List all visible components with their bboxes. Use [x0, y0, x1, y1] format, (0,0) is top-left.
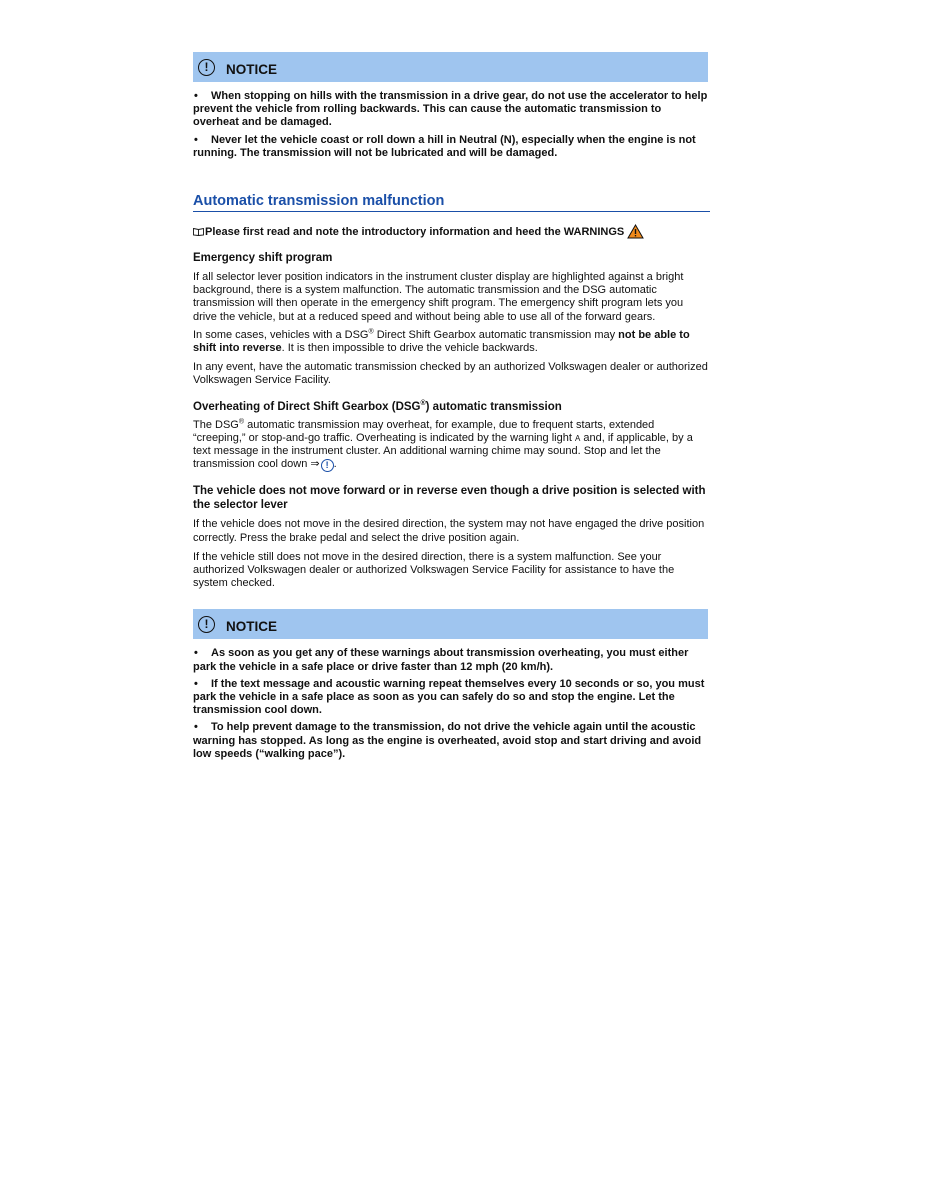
bullet-icon: •	[194, 90, 198, 102]
book-icon	[193, 227, 204, 236]
bullet-icon: •	[194, 677, 198, 690]
nomove-heading: The vehicle does not move forward or in reverse even though a drive position is selected with the selector lever	[193, 485, 706, 512]
exclamation-circle-icon: !	[198, 616, 215, 633]
overheating-heading: Overheating of Direct Shift Gearbox (DSG®) automatic transmission	[193, 399, 562, 413]
bullet-icon: •	[194, 647, 198, 660]
manual-page	[193, 52, 709, 765]
exclamation-circle-icon: !	[198, 59, 215, 76]
notice-reference-icon[interactable]: !	[321, 459, 334, 472]
notice-header	[193, 52, 708, 82]
emergency-paragraph-1: If all selector lever position indicators in the instrument cluster display are highlighted against a bright background, there is a system malfunction. The automatic transmission and the DSG automatic transmission will then operate in the emergency shift program. The emergency shift program lets you drive the vehicle, but at a reduced speed and without being able to use all of the forward gears.	[193, 271, 684, 323]
notice-item: • Never let the vehicle coast or roll down a hill in Neutral (N), especially when the engine is not running. The transmission will not be lubricated and will be damaged.	[193, 133, 696, 159]
overheating-paragraph: The DSG® automatic transmission may overheat, for example, due to frequent starts, extended “creeping,” or stop-and-go traffic. Overheating is indicated by the warning light A and, if applicable, by a text message in the instrument cluster. An additional warning chime may sound. Stop and let the transmission cool down ⇒ ! .	[193, 419, 709, 473]
notice-item: • When stopping on hills with the transmission in a drive gear, do not use the accelerator to help prevent the vehicle from rolling backwards. This can cause the automatic transmission to overheat and be damaged.	[193, 90, 708, 129]
section-title: Automatic transmission malfunction	[193, 193, 710, 212]
bullet-icon: •	[194, 721, 198, 734]
notice-list	[193, 647, 709, 761]
nomove-paragraph-2: If the vehicle still does not move in the desired direction, there is a system malfunction. See your authorized Volkswagen dealer or authorized Volkswagen Service Facility for assistance to have the system checked.	[193, 550, 675, 590]
notice-title: NOTICE	[226, 618, 278, 634]
notice-box-2	[193, 609, 709, 761]
notice-item: • If the text message and acoustic warning repeat themselves every 10 seconds or so, you must park the vehicle in a safe place as soon as you can safely do so and stop the engine. Let the transmission cool down.	[193, 677, 705, 717]
emergency-paragraph-3: In any event, have the automatic transmission checked by an authorized Volkswagen dealer or authorized Volkswagen Service Facility.	[193, 361, 708, 387]
intro-text[interactable]: Please first read and note the introductory information and heed the WARNINGS	[205, 225, 625, 238]
emergency-paragraph-2: In some cases, vehicles with a DSG® Direct Shift Gearbox automatic transmission may not be able to shift into reverse. It is then impossible to drive the vehicle backwards.	[193, 328, 690, 355]
notice-title: NOTICE	[226, 61, 278, 77]
emergency-heading: Emergency shift program	[193, 252, 333, 265]
notice-item: • To help prevent damage to the transmission, do not drive the vehicle again until the acoustic warning has stopped. As long as the engine is overheated, avoid stop and start driving and avoid low speeds (“walking pace”).	[193, 721, 702, 760]
notice-list	[193, 90, 709, 160]
warning-light-icon: A	[574, 433, 581, 443]
notice-header	[193, 609, 708, 639]
notice-item: • As soon as you get any of these warnings about transmission overheating, you must either park the vehicle in a safe place or drive faster than 12 mph (20 km/h).	[193, 647, 689, 673]
warning-triangle-icon[interactable]	[627, 224, 644, 239]
notice-box-1	[193, 52, 709, 160]
nomove-paragraph-1: If the vehicle does not move in the desired direction, the system may not have engaged the drive position correctly. Press the brake pedal and select the drive position again.	[193, 518, 705, 544]
intro-line	[193, 224, 709, 239]
bullet-icon: •	[194, 133, 198, 146]
